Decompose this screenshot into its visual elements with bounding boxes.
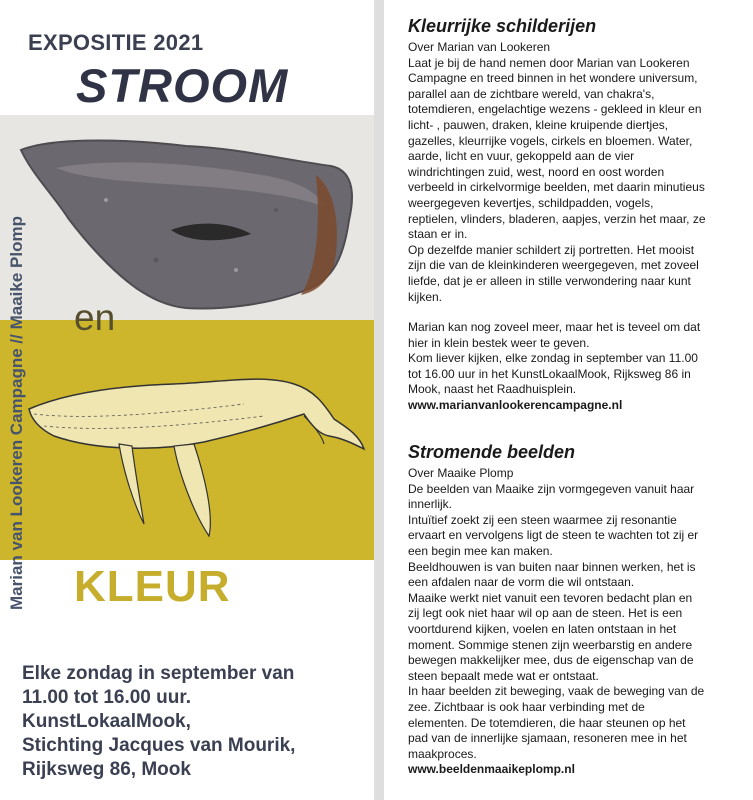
body-line: Campagne en treed binnen in het wondere universum, [408,71,698,86]
body-line: ervaart en vervolgens ligt de steen te wachten tot zij er [408,528,699,543]
title-connector: en [74,297,116,338]
body-line: zij legt ook niet haar wil op aan de steen. Het is een [408,606,683,621]
body-line: een afdalen naar de vorm die wil ontstaan. [408,575,635,590]
body-line: hier in klein bestek weer te geven. [408,335,590,350]
body-line: staan er in. [408,227,468,242]
whale-sculpture-image [24,364,369,554]
body-line: aarde, licht en vuur, gekoppeld aan de vier [408,149,635,164]
body-line: De beelden van Maaike zijn vormgegeven vanuit haar [408,481,695,496]
exhibition-title: STROOM [76,59,289,112]
flyer-text-panel [384,0,753,800]
event-details [22,662,367,782]
event-line: 11.00 tot 16.00 uur. [22,687,191,708]
event-line: Elke zondag in september van [22,663,295,684]
body-line: weergegeven kevertjes, schildpadden, vogels, [408,195,654,210]
body-line: parallel aan de zichtbare wereld, van chakra's, [408,86,655,101]
section-heading-sculptures: Stromende beelden [408,442,576,462]
event-line: KunstLokaalMook, [22,711,191,732]
body-line: totemdieren, engelachtige wezens - gekleed in kleur en [408,102,702,117]
body-line: voortdurend kijken, voelen en laten ontstaan in het [408,621,677,636]
section-heading-paintings: Kleurrijke schilderijen [408,16,597,36]
body-line: Intuïtief zoekt zij een steen waarmee zij resonantie [408,512,677,527]
artists-names: Marian van Lookeren Campagne // Maaike Plomp [7,216,26,610]
body-line: zijn die van de kleinkinderen weergegeven, met zoveel [408,258,699,273]
body-line: pad van de innerlijke sjamaan, resoneren mee in het [408,731,687,746]
section-body-sculptures [408,466,753,778]
body-line: liefde, dat je er alleen in stille verwondering naar kunt [408,273,691,288]
body-line: Over Marian van Lookeren [408,40,551,54]
body-line: In haar beelden zit beweging, vaak de beweging van de [408,684,705,699]
exhibition-year: EXPOSITIE 2021 [28,30,204,55]
body-line: licht- , pauwen, draken, kleine kruipende diertjes, [408,117,669,132]
body-line: een begin mee kan maken. [408,543,553,558]
body-line: bewegen makkelijker mee, dus de eigenschap van de [408,653,694,668]
flyer-cover [0,0,374,800]
body-line: zee. Zichtbaar is ook haar verbinding met de [408,699,645,714]
event-line: Rijksweg 86, Mook [22,759,191,780]
body-line: Marian kan nog zoveel meer, maar het is teveel om dat [408,320,701,335]
body-line: maakproces. [408,746,477,761]
body-line: Op dezelfde manier schildert zij portretten. Het mooist [408,242,695,257]
body-line: windrichtingen zuid, west, noord en oost worden [408,164,665,179]
body-line: moment. Sommige stenen zijn weerbarstig en andere [408,637,693,652]
section-body-paintings [408,40,753,414]
paragraph-gap [408,305,753,320]
body-line: verbeeld in cirkelvormige beelden, met daarin minutieus [408,180,705,195]
body-line: gazelles, kleurrijke vogels, cirkels en bloemen. Water, [408,133,693,148]
body-line: Mook, naast het Raadhuisplein. [408,382,577,397]
body-line: steen bepaalt mede wat er ontstaat. [408,668,599,683]
body-line: Over Maaike Plomp [408,466,514,480]
body-line: elementen. De totemdieren, die haar steunen op het [408,715,686,730]
body-line: Laat je bij de hand nemen door Marian van Lookeren [408,55,690,70]
body-line: Beeldhouwen is van buiten naar binnen werken, het is [408,559,696,574]
body-line: Kom liever kijken, elke zondag in september van 11.00 [408,351,698,366]
body-line: kijken. [408,289,443,304]
event-line: Stichting Jacques van Mourik, [22,735,296,756]
body-line: tot 16.00 uur in het KunstLokaalMook, Rijksweg 86 in [408,366,691,381]
body-line: Maaike werkt niet vanuit een tevoren bedacht plan en [408,590,693,605]
artists-vertical-label [2,178,32,648]
body-line: innerlijk. [408,497,453,512]
stone-sculpture-image [16,130,361,315]
website-link-marian[interactable]: www.marianvanlookerencampagne.nl [408,398,623,413]
exhibition-subtitle: KLEUR [74,562,231,611]
body-line: reptielen, vlinders, bladeren, aapjes, verzin het maar, ze [408,211,706,226]
website-link-maaike[interactable]: www.beeldenmaaikeplomp.nl [408,762,575,777]
